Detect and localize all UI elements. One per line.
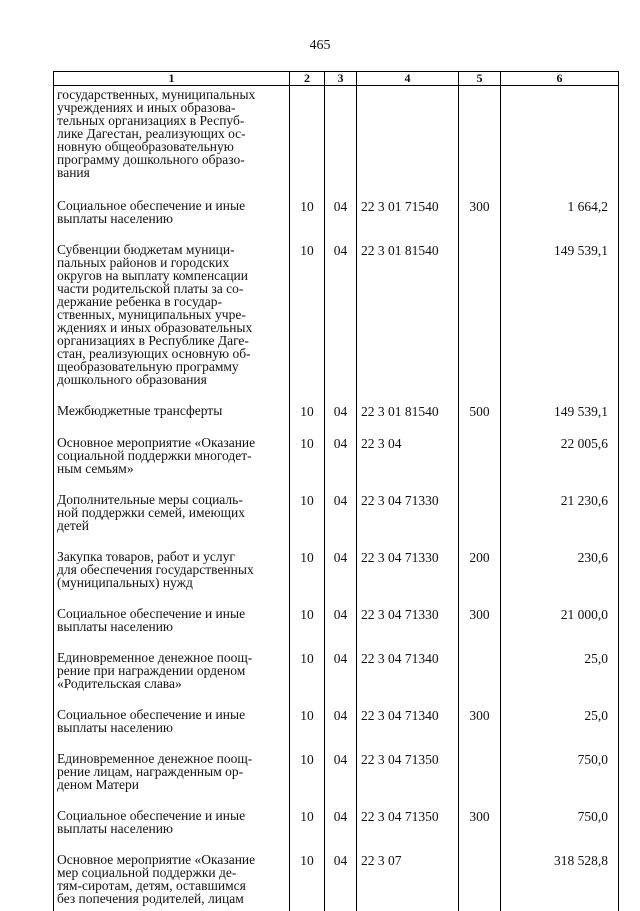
row-section: 10 <box>290 809 325 853</box>
row-name <box>54 550 290 607</box>
row-amount: 318 528,8 <box>501 853 619 911</box>
table-row <box>54 809 619 853</box>
row-subsection <box>325 86 357 200</box>
row-name <box>54 853 290 911</box>
table-row <box>54 607 619 651</box>
row-amount: 22 005,6 <box>501 436 619 493</box>
row-subsection: 04 <box>325 853 357 911</box>
row-expense-type <box>459 651 501 708</box>
row-name-text: Закупка товаров, работ и услуг для обеспечения государственных (муниципальных) нужд <box>57 550 287 589</box>
column-header-6: 6 <box>501 72 619 86</box>
table-row <box>54 651 619 708</box>
row-section: 10 <box>290 651 325 708</box>
row-name-text: Социальное обеспечение и иные выплаты населению <box>57 708 287 734</box>
row-expense-type <box>459 436 501 493</box>
row-name <box>54 404 290 436</box>
row-section: 10 <box>290 199 325 243</box>
row-section: 10 <box>290 853 325 911</box>
row-section: 10 <box>290 243 325 404</box>
row-section: 10 <box>290 493 325 550</box>
row-target-code: 22 3 04 71330 <box>357 607 459 651</box>
row-amount: 21 000,0 <box>501 607 619 651</box>
row-amount: 21 230,6 <box>501 493 619 550</box>
row-expense-type: 300 <box>459 607 501 651</box>
row-name <box>54 86 290 200</box>
row-name-text: Основное мероприятие «Оказание социальной поддержки многодет- ным семьям» <box>57 436 287 475</box>
row-amount: 230,6 <box>501 550 619 607</box>
row-subsection: 04 <box>325 651 357 708</box>
row-section: 10 <box>290 607 325 651</box>
row-name <box>54 809 290 853</box>
page-number: 465 <box>0 38 640 54</box>
row-expense-type: 500 <box>459 404 501 436</box>
row-amount: 25,0 <box>501 651 619 708</box>
row-section: 10 <box>290 752 325 809</box>
table-row <box>54 752 619 809</box>
row-subsection: 04 <box>325 607 357 651</box>
row-subsection: 04 <box>325 404 357 436</box>
row-name-text: Основное мероприятие «Оказание мер социальной поддержки де- тям-сиротам, детям, оставшимся без попечения родителей, лицам <box>57 853 287 905</box>
row-target-code: 22 3 04 71340 <box>357 651 459 708</box>
row-subsection: 04 <box>325 493 357 550</box>
row-name <box>54 752 290 809</box>
row-name <box>54 243 290 404</box>
row-expense-type <box>459 493 501 550</box>
table-row <box>54 86 619 200</box>
table-row <box>54 708 619 752</box>
budget-table <box>53 71 619 911</box>
table-row <box>54 199 619 243</box>
row-name <box>54 651 290 708</box>
row-name <box>54 607 290 651</box>
row-target-code: 22 3 04 <box>357 436 459 493</box>
row-subsection: 04 <box>325 199 357 243</box>
row-name-text: Социальное обеспечение и иные выплаты населению <box>57 607 287 633</box>
column-header-4: 4 <box>357 72 459 86</box>
row-name-text: Единовременное денежное поощ- рение при награждении орденом «Родительская слава» <box>57 651 287 690</box>
row-expense-type: 300 <box>459 809 501 853</box>
row-section: 10 <box>290 436 325 493</box>
row-amount: 149 539,1 <box>501 404 619 436</box>
row-expense-type <box>459 243 501 404</box>
table-row <box>54 243 619 404</box>
row-subsection: 04 <box>325 243 357 404</box>
row-target-code: 22 3 04 71350 <box>357 809 459 853</box>
row-subsection: 04 <box>325 752 357 809</box>
row-target-code: 22 3 04 71350 <box>357 752 459 809</box>
row-name-text: Межбюджетные трансферты <box>57 404 287 417</box>
table-row <box>54 550 619 607</box>
row-name <box>54 199 290 243</box>
row-name-text: Социальное обеспечение и иные выплаты населению <box>57 809 287 835</box>
column-header-1: 1 <box>54 72 290 86</box>
table-row <box>54 853 619 911</box>
row-target-code: 22 3 01 71540 <box>357 199 459 243</box>
row-name-text: Субвенции бюджетам муници- пальных районов и городских округов на выплату компенсации части родительской платы за со- держание ребенка в государ- ственных, муниципальных учре- ждениях и иных образовательных организациях в Республике Даге- стан, реализующих основную об- щеобразовательную программу дошкольного образования <box>57 243 287 386</box>
row-amount: 25,0 <box>501 708 619 752</box>
row-target-code: 22 3 07 <box>357 853 459 911</box>
row-subsection: 04 <box>325 708 357 752</box>
row-target-code: 22 3 04 71330 <box>357 493 459 550</box>
row-name-text: государственных, муниципальных учреждениях и иных образова- тельных организациях в Респуб- лике Дагестан, реализующих ос- новную общеобразовательную программу дошкольного образо- вания <box>57 88 287 179</box>
row-amount: 149 539,1 <box>501 243 619 404</box>
column-header-5: 5 <box>459 72 501 86</box>
row-expense-type: 300 <box>459 199 501 243</box>
row-target-code: 22 3 01 81540 <box>357 404 459 436</box>
row-name-text: Дополнительные меры социаль- ной поддержки семей, имеющих детей <box>57 493 287 532</box>
row-target-code: 22 3 04 71330 <box>357 550 459 607</box>
table-header-row <box>54 72 619 86</box>
row-amount: 750,0 <box>501 752 619 809</box>
row-amount: 1 664,2 <box>501 199 619 243</box>
row-subsection: 04 <box>325 809 357 853</box>
row-section <box>290 86 325 200</box>
row-target-code: 22 3 01 81540 <box>357 243 459 404</box>
row-expense-type <box>459 86 501 200</box>
row-subsection: 04 <box>325 550 357 607</box>
column-header-2: 2 <box>290 72 325 86</box>
row-expense-type: 200 <box>459 550 501 607</box>
table-row <box>54 436 619 493</box>
row-section: 10 <box>290 404 325 436</box>
column-header-3: 3 <box>325 72 357 86</box>
table-row <box>54 404 619 436</box>
row-expense-type <box>459 752 501 809</box>
row-amount: 750,0 <box>501 809 619 853</box>
table-body <box>54 86 619 911</box>
row-name-text: Социальное обеспечение и иные выплаты населению <box>57 199 287 225</box>
row-subsection: 04 <box>325 436 357 493</box>
row-name-text: Единовременное денежное поощ- рение лицам, награжденным ор- деном Матери <box>57 752 287 791</box>
row-section: 10 <box>290 708 325 752</box>
row-name <box>54 493 290 550</box>
row-expense-type: 300 <box>459 708 501 752</box>
row-name <box>54 436 290 493</box>
row-section: 10 <box>290 550 325 607</box>
row-expense-type <box>459 853 501 911</box>
table-row <box>54 493 619 550</box>
row-target-code <box>357 86 459 200</box>
row-target-code: 22 3 04 71340 <box>357 708 459 752</box>
row-amount <box>501 86 619 200</box>
row-name <box>54 708 290 752</box>
